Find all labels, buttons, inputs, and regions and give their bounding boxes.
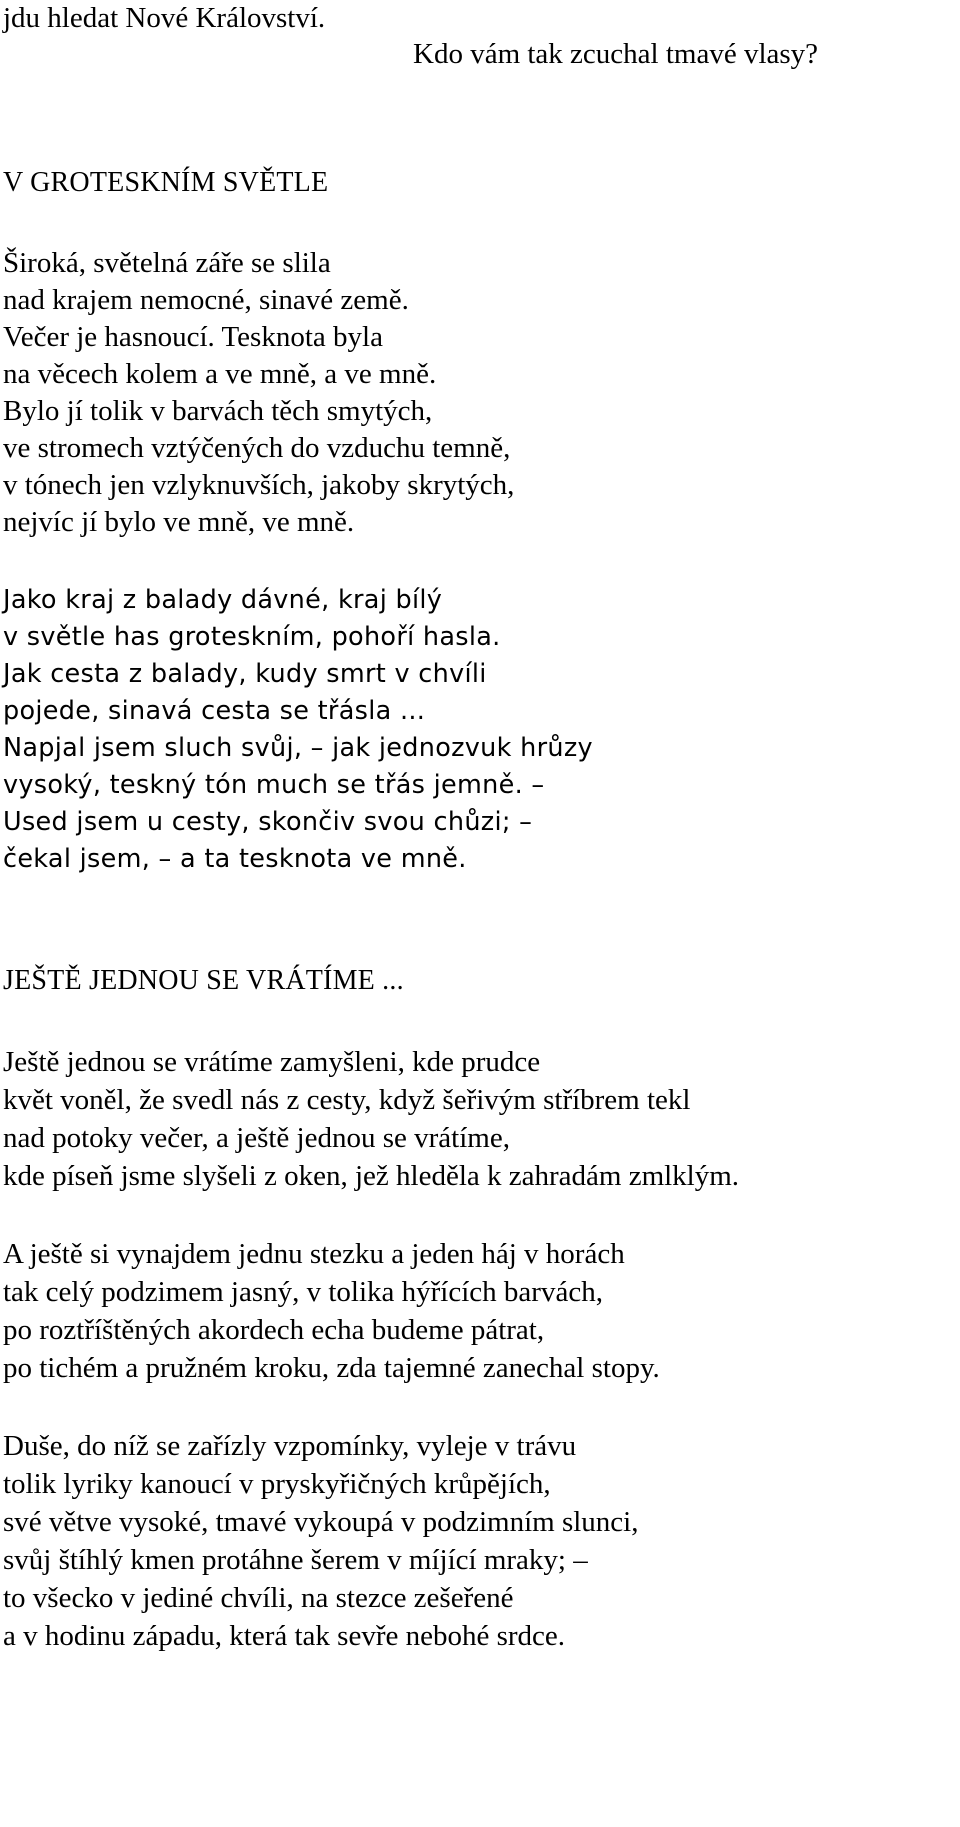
poem1-stanza2-line-1: Jako kraj z balady dávné, kraj bílý	[3, 585, 443, 615]
poem2-stanza2-line-3: po roztříštěných akordech echa budeme pátrat,	[3, 1314, 545, 1346]
poem2-stanza3-line-2: tolik lyriky kanoucí v pryskyřičných krůpějích,	[3, 1468, 551, 1500]
poem2-stanza3-line-1: Duše, do níž se zařízly vzpomínky, vyleje v trávu	[3, 1430, 577, 1462]
poem2-stanza2-line-1: A ještě si vynajdem jednu stezku a jeden háj v horách	[3, 1238, 625, 1270]
poem2-stanza1-line-2: květ voněl, že svedl nás z cesty, když šeřivým stříbrem tekl	[3, 1084, 691, 1116]
poem2-stanza3-line-4: svůj štíhlý kmen protáhne šerem v míjící mraky; –	[3, 1544, 588, 1576]
poem1-stanza1-line-7: v tónech jen vzlyknuvších, jakoby skrytých,	[3, 469, 515, 501]
poem1-stanza1-line-2: nad krajem nemocné, sinavé země.	[3, 284, 409, 316]
poem2-stanza3-line-3: své větve vysoké, tmavé vykoupá v podzimním slunci,	[3, 1506, 639, 1538]
poem1-stanza2-line-7: Used jsem u cesty, skončiv svou chůzi; –	[3, 807, 533, 837]
poem-title-groteskni-svetle: V GROTESKNÍM SVĚTLE	[3, 167, 329, 198]
poem1-stanza1-line-1: Široká, světelná záře se slila	[3, 247, 331, 279]
poem1-stanza1-line-3: Večer je hasnoucí. Tesknota byla	[3, 321, 383, 353]
poem2-stanza1-line-3: nad potoky večer, a ještě jednou se vrátíme,	[3, 1122, 510, 1154]
poem1-stanza2-line-3: Jak cesta z balady, kudy smrt v chvíli	[3, 659, 487, 689]
poem1-stanza1-line-8: nejvíc jí bylo ve mně, ve mně.	[3, 506, 355, 538]
poem1-stanza2-line-2: v světle has groteskním, pohoří hasla.	[3, 622, 501, 652]
poem2-stanza2-line-4: po tichém a pružném kroku, zda tajemné zanechal stopy.	[3, 1352, 660, 1384]
poem-title-jeste-jednou: JEŠTĚ JEDNOU SE VRÁTÍME ...	[3, 965, 404, 996]
poem2-stanza3-line-6: a v hodinu západu, která tak sevře nebohé srdce.	[3, 1620, 566, 1652]
poem1-stanza1-line-6: ve stromech vztýčených do vzduchu temně,	[3, 432, 511, 464]
poem2-stanza1-line-4: kde píseň jsme slyšeli z oken, jež hleděla k zahradám zmlklým.	[3, 1160, 740, 1192]
poem1-stanza2-line-6: vysoký, teskný tón much se třás jemně. –	[3, 770, 545, 800]
poem1-stanza2-line-5: Napjal jsem sluch svůj, – jak jednozvuk hrůzy	[3, 733, 593, 763]
poem2-stanza3-line-5: to všecko v jediné chvíli, na stezce zešeřené	[3, 1582, 514, 1614]
intro-line-1: jdu hledat Nové Království.	[3, 2, 326, 34]
poem1-stanza1-line-4: na věcech kolem a ve mně, a ve mně.	[3, 358, 437, 390]
poem2-stanza2-line-2: tak celý podzimem jasný, v tolika hýřících barvách,	[3, 1276, 603, 1308]
poem2-stanza1-line-1: Ještě jednou se vrátíme zamyšleni, kde prudce	[3, 1046, 541, 1078]
intro-line-2: Kdo vám tak zcuchal tmavé vlasy?	[413, 38, 819, 70]
poem1-stanza2-line-4: pojede, sinavá cesta se třásla ...	[3, 696, 426, 726]
poem1-stanza2-line-8: čekal jsem, – a ta tesknota ve mně.	[3, 844, 467, 874]
poem1-stanza1-line-5: Bylo jí tolik v barvách těch smytých,	[3, 395, 433, 427]
